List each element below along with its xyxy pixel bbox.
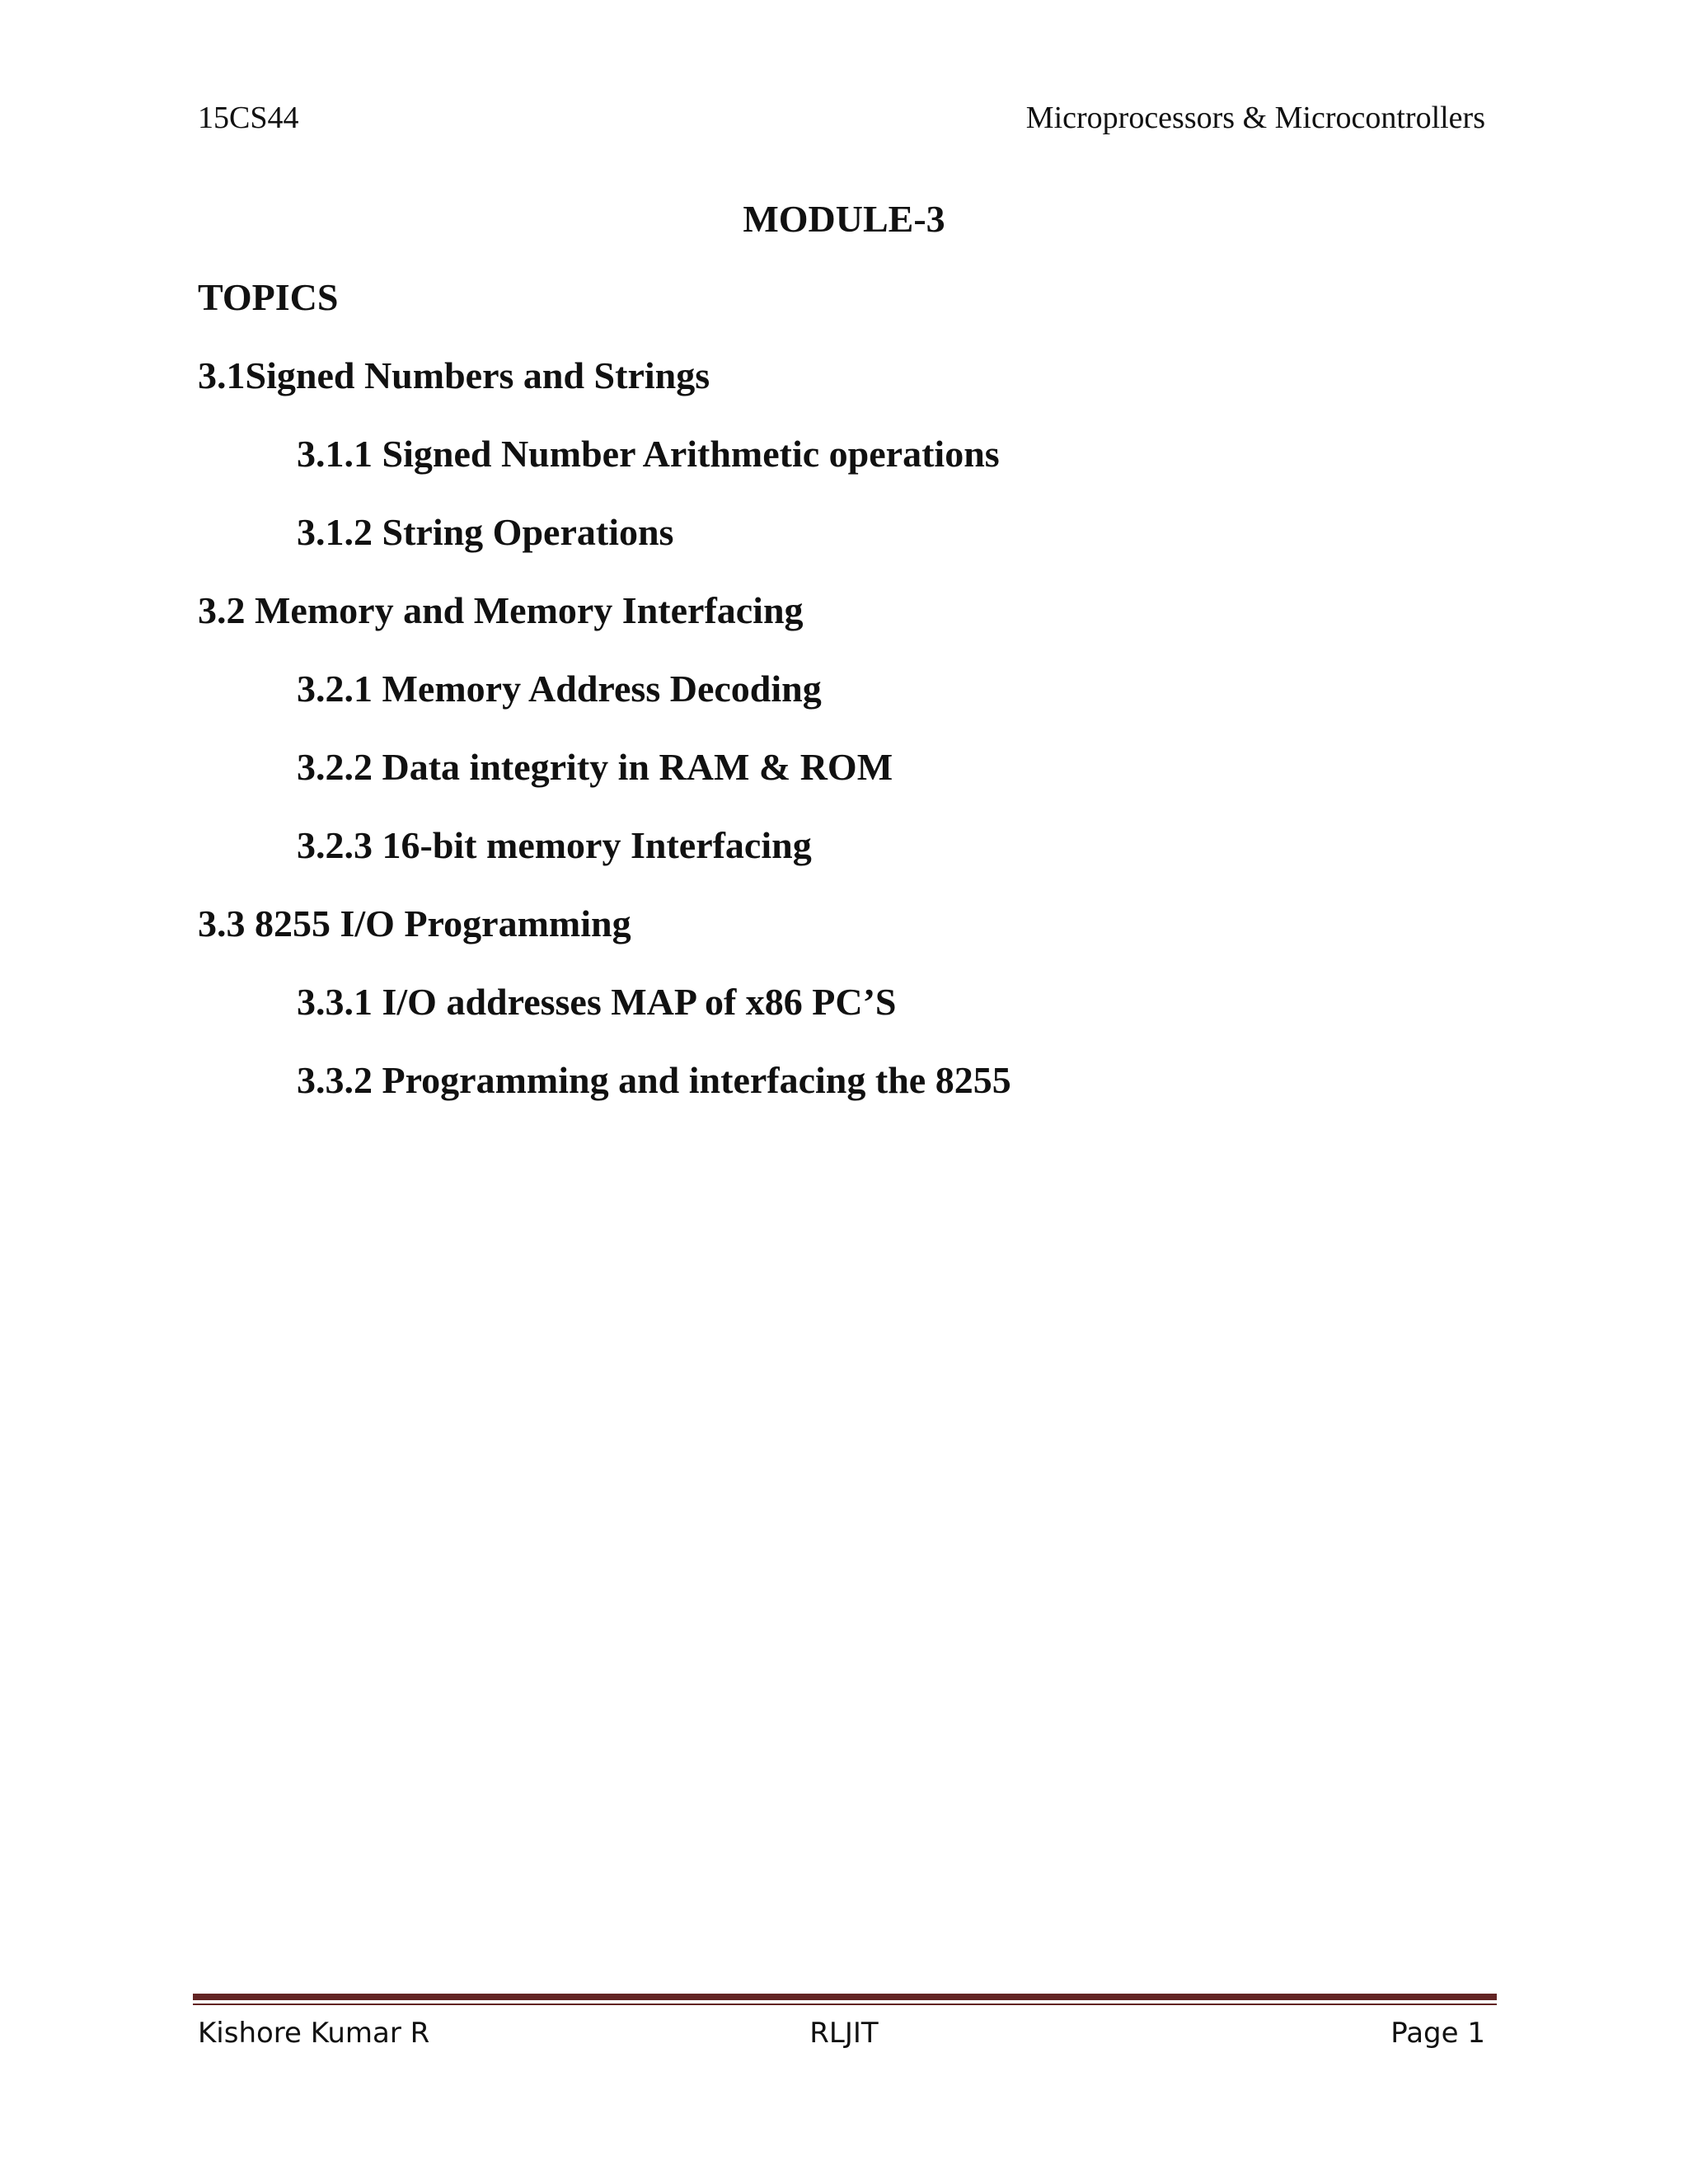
module-title: MODULE-3: [743, 198, 945, 240]
topic-3-3-1: 3.3.1 I/O addresses MAP of x86 PC’S: [297, 981, 897, 1023]
topic-3-1-1: 3.1.1 Signed Number Arithmetic operations: [297, 433, 1000, 475]
topic-3-2-2: 3.2.2 Data integrity in RAM & ROM: [297, 746, 893, 788]
footer-page-number: Page 1: [1390, 2017, 1485, 2050]
footer-author: Kishore Kumar R: [198, 2017, 430, 2050]
topic-3-2-1: 3.2.1 Memory Address Decoding: [297, 668, 822, 710]
topic-3-3-2: 3.3.2 Programming and interfacing the 8255: [297, 1059, 1011, 1101]
topics-heading: TOPICS: [198, 276, 339, 318]
topic-3-1-2: 3.1.2 String Operations: [297, 511, 674, 553]
header-course-code: 15CS44: [198, 101, 299, 135]
footer-divider-thin: [193, 2004, 1497, 2005]
topic-3-2: 3.2 Memory and Memory Interfacing: [198, 589, 804, 631]
topic-3-2-3: 3.2.3 16-bit memory Interfacing: [297, 824, 812, 866]
topic-3-1: 3.1Signed Numbers and Strings: [198, 354, 710, 396]
footer-divider-thick: [193, 1994, 1497, 2000]
header-course-title: Microprocessors & Microcontrollers: [1025, 101, 1485, 135]
footer-institution: RLJIT: [809, 2017, 879, 2050]
topic-3-3: 3.3 8255 I/O Programming: [198, 902, 631, 944]
